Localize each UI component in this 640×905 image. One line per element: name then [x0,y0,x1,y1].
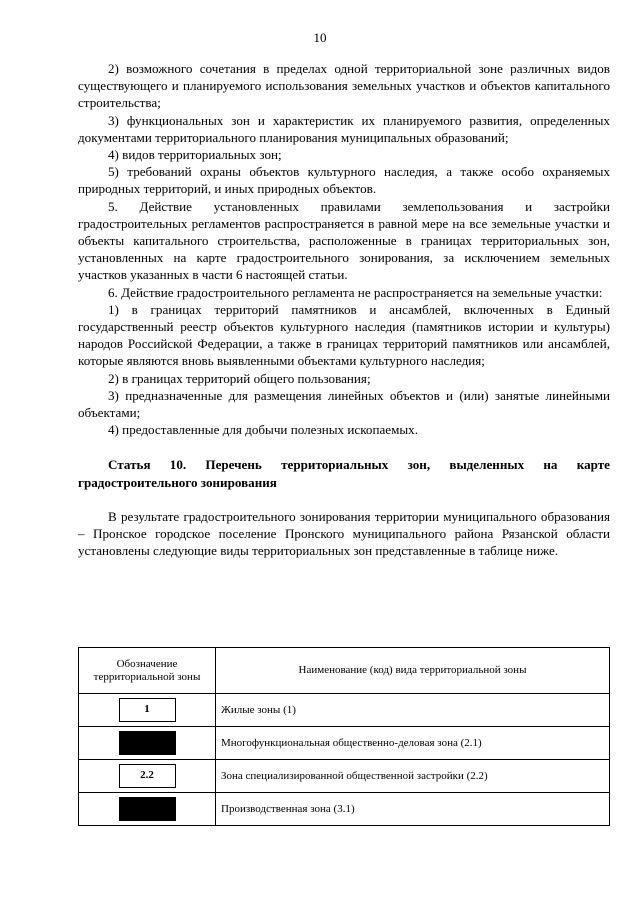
table-row [79,694,610,727]
article-heading: Статья 10. Перечень территориальных зон, выделенных на карте градостроительного зонирования [78,457,610,490]
paragraph: 1) в границах территорий памятников и ансамблей, включенных в Единый государственный реестр объектов культурного наследия (памятников истории и культуры) народов Российской Федерации, а также в границах территорий памятников или ансамблей, которые являются вновь выявленными объектами культурного наследия; [78,301,610,369]
zone-name: Производственная зона (3.1) [216,793,610,826]
header-code: Обозначение территориальной зоны [79,648,216,694]
page-number: 10 [313,30,327,45]
table-row [79,793,610,826]
zone-code-swatch: 1 [119,698,176,722]
paragraph: 2) в границах территорий общего пользования; [108,370,371,386]
document-body [78,60,610,559]
paragraph: 3) функциональных зон и характеристик их планируемого развития, определенных документами территориального планирования муниципальных образований; [78,112,610,145]
zone-code-swatch: 2.2 [119,764,176,788]
table-row [79,760,610,793]
paragraph: 5) требований охраны объектов культурного наследия, а также особо охраняемых природных территорий, и иных природных объектов. [78,164,610,197]
paragraph: 4) видов территориальных зон; [108,147,282,163]
paragraph: 3) предназначенные для размещения линейных объектов и (или) занятые линейными объектами; [78,387,610,421]
paragraph: 4) предоставленные для добычи полезных ископаемых. [108,422,418,438]
paragraph: 6. Действие градостроительного регламента не распространяется на земельные участки: [108,284,603,300]
table-header-row [79,648,610,694]
zone-code-swatch [119,731,176,755]
paragraph: 2) возможного сочетания в пределах одной территориальной зоне различных видов существующего и планируемого использования земельных участков и объектов капитального строительства; [78,61,610,111]
zone-name: Жилые зоны (1) [216,694,610,727]
zone-name: Многофункциональная общественно-деловая зона (2.1) [216,727,610,760]
intro-paragraph: В результате градостроительного зонирования территории муниципального образования – Пронское городское поселение Пронского муниципального района Рязанской области установлены следующие виды территориальных зон представленные в таблице ниже. [78,508,610,559]
zone-name: Зона специализированной общественной застройки (2.2) [216,760,610,793]
paragraph: 5. Действие установленных правилами землепользования и застройки градостроительных регламентов распространяется в равной мере на все земельные участки и объекты капитального строительства, расположенные в границах территориальных зон, установленных на карте градостроительного зонирования, за исключением земельных участков указанных в части 6 настоящей статьи. [78,198,610,283]
table-row [79,727,610,760]
zones-table [78,647,610,826]
zone-code-swatch [119,797,176,821]
header-name: Наименование (код) вида территориальной зоны [216,648,610,694]
